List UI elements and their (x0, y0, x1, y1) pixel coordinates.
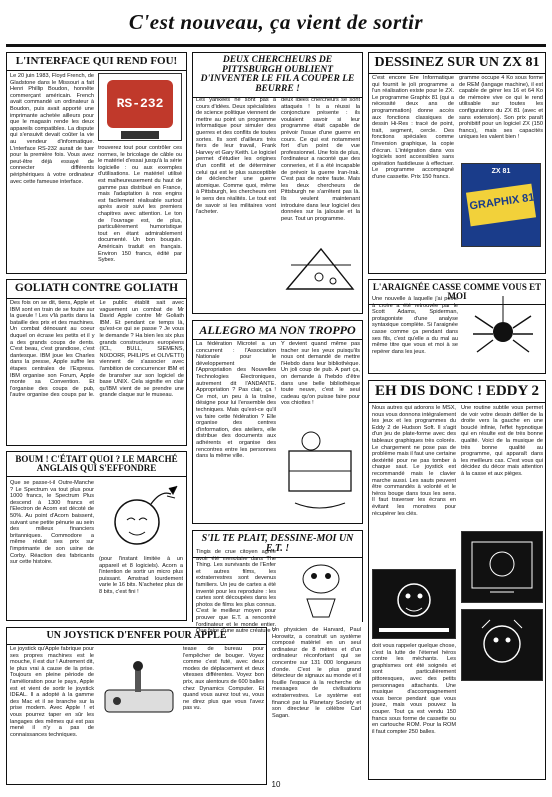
article-body: Le joystick qu'Apple fabrique pour ses propres machines est le mouche, il est dur ! Autrement dit, le plus vrai à cause de la prise. Toujours en pleine période de l'amélioration pour le pays, Apple est et vient de sortir le joystick IDEAL. Il a adopté à la gamme des Mac et il se branche sur la prise modem. Avec Apple ! et vous pourrez taper en sûr les langages des mêmes qui est pas mené il n'y a pas de connaissances techniques. (10, 646, 94, 738)
article-pittsburgh (192, 52, 363, 314)
article-body: Une nouvelle à laquelle j'ai peine à croire a été retrouvée par le Scott Adams, Spiderman, protagoniste d'une analyse syntaxique complète. Si l'araignée casse comme ça pendant dans ses fils, c'est qu'elle a du mal au même titre que vous et moi à se repérer dans les jeux. (372, 296, 458, 355)
header-rule (6, 44, 546, 47)
article-title: L'ARAIGNÉE CASSE COMME VOUS ET MOI (369, 280, 545, 305)
crt-screen-illustration (98, 73, 182, 141)
article-body-3: Une routine subtile vous permet de voir votre dessin défiler de la droite vers la gauche en une bouclé infinie, l'effet hypnotique qui en résulte est de très bonne qualité. Voici de la musique de très bonne qualité au programme, qui apparaît dans les meilleurs cas. C'est vous qui décidez du décor mais attention à la casse et aux pièges. (461, 405, 543, 477)
cover-main: GRAPHIX 81 (468, 191, 536, 213)
article-title: L'INTERFACE QUI REND FOU! (7, 53, 186, 71)
spider-cartoon (463, 296, 543, 370)
article-interface (6, 52, 187, 274)
article-body: C'est encore Ere Informatique qui fournit le joli programme a l'un réalisation existe pour le ZX. Le programme Graphix 81 (qui a nécessité deux ans de programmation) donne accès aux fonctions classiques de dessin Hi-Res : tracé de point, trait, segment, cercle. Des fonctions spéciales comme l'inversion graphique, la copie d'écran. L'intégration dans vos logiciels sont accessibles sans opération fastidieuse à effectuer. Le programme accompagné d'une cassette. Prix 150 francs. (372, 75, 454, 180)
article-et-body-2: Un physicien de Harvard, Paul Horowitz, a construit un système composé matériel en un seul ordinateur de 8 mètres et d'un ordinateur réconfortant qui se concentre sur 131 000 longueurs d'onde. C'est le plus grand détecteur de signaux au monde et il fouille l'espace à la recherche de messages de civilisations extraterrestres. Le système est financé par la Planetary Society et son directeur le célèbre Carl Sagan. (272, 627, 361, 719)
article-goliath (6, 279, 187, 446)
article-title: S'IL TE PLAIT, DESSINE-MOI UN E.T. ! (193, 531, 362, 558)
article-body-2: trouverez tout pour contrôler ces normes, le bricolage de câble ou le matériel d'essai jusqu'à la série logicielle : ou aux exemples d'utilisations. Le matériel utilisé est malheureusement du haut de gamme pas distribué en France, mais l'adaptation à nos engins est facilement réalisable surtout après avoir suivi les premiers chapitres avec attention. Le ton de l'ouvrage est, de plus, particulièrement humoristique tout en étant admirablement documenté. Un bon bouquin. Américain traduit en français. Environ 150 francs, édité par Sybex. (98, 145, 182, 264)
article-zx81 (368, 52, 546, 274)
article-body: Que se passe-t-il Outre-Manche ? Le Spectrum va tout plus pour 1000 francs, le Spectrum Plus descend à 1300 francs et l'Electron de Acorn est décoté de 50%. Au point d'Acorn baissent, suivant une petite pénurie au sein des milieux financiers britanniques. Commodore a même réduit ses prix sur l'imprimante de son usine de Corby. Réaction des fabricants sur cette histoire. (10, 480, 94, 566)
article-title: ALLEGRO MA NON TROPPO (193, 321, 362, 340)
article-body: Tingis de crue citoyen agrée avoir été menotaire dans The Thing. Les survivants de l'Enfer et autres films, les extraterrestres sont devenus familiers. Un jeu de cartes a été inventé pour les reproduire : les cartes sont découpées dans les photos de films les plus connus. C'est le meilleur moyen pour prouver que E.T. a rencontré l'ordinateur et le monde entier. Que faire d'une autre créature ? (196, 549, 276, 635)
article-body: Nous autres qui adorons le MSX, nous vous donnons intégralement les jeux et les programmes du Eddy 2 de Hudson Soft. Il s'agit d'un jeu de plate-forme avec des tableaux graphiques très colorés. Le chargement ne pose pas de problème mais il faut une certaine dextérité pour ne pas tomber à chaque saut. Le joystick est recommandé mais le clavier marche aussi. Les sauts peuvent être commandés à volonté et le héros bouge dans tous les sens. Il faut traverser les écrans en évitant les monstres pour récupérer les clés. (372, 405, 456, 517)
article-body: Des fois on se dit, tiens, Apple et IBM sont en train de se foutre sur la gueule ! Les v'là partis dans la bataille des prix et des machines. Un combat dénouant au coeur duquel on écrase les petits et il y a des grands coups de dents. C'est beau, c'est grandiose, c'est dantesque. IBM joue les Charles dans la presse, Apple suffre les étapes centrales de l'Express. IBM organise son Forum, Apple monte sa Convention. Et l'organise des coups de pub, l'autre organise des coups par le. Le public établit sait avec vaguement un combat de Mr David Apple contre Mr Goliath IBM. Et pendant ce temps là, qu'est-ce qui se passe ? Je vous le demande ? Ha bien les six plus grands constructeurs européens (ICL, BULL, SIEMENS, NIXDORF, PHILIPS et OLIVETTI) viennent de s'associer avec l'ambition de concurrencer IBM et de bransher sur son logiciel de base UNIX. Cela signifie en clair qu'IBM vient de se prendre une grande claque sur le museau. (10, 300, 184, 399)
article-body-2: doit vous rappeler quelque chose, c'est la lutte de l'éternel héros contre les méchants. Les graphismes ont été soignés et sont particulièrement pittoresques, avec des petits personnages attachants. Une musique d'accompagnement vous berce pendant que vous jouez, mais vous pouvez la couper. Tout ça est vendu 150 francs sous forme de cassette ou en cartouche ROM. Pour la ROM il faut compter 250 balles. (372, 643, 456, 735)
article-title: DESSINEZ SUR UN ZX 81 (369, 53, 545, 74)
graphix81-cover (461, 163, 541, 247)
page-number: 10 (271, 780, 281, 789)
cheese-cartoon (281, 219, 360, 309)
eddy-screen-2 (461, 531, 543, 603)
article-allegro (192, 320, 363, 524)
et-cartoon (281, 549, 360, 621)
article-eddy2 (368, 380, 546, 780)
article-body: Les yankees ne sont pas à cours d'idées. Deux spécialistes de science politique viennent de mettre au point un programme informatique pour simuler des guerres et des conflits de toutes sortes. Ils sont d'ailleurs très fiers de leur travail, Frank Harvey et Gary Keith. Le logiciel permet d'étudier les origines d'un conflit et de déterminer celui qui est le plus susceptible de déclencher une guerre atomique. Comme quoi, même à Pittsburgh, les chercheurs ont le sens des réalités. Le tout est de savoir si les militaires vont l'acheter. (196, 97, 276, 216)
cover-top: ZX 81 (491, 168, 511, 175)
article-joystick (6, 627, 267, 785)
joystick-photo (99, 660, 179, 720)
article-title: UN JOYSTICK D'ENFER POUR APPLE (7, 628, 266, 645)
bomb-cartoon (99, 480, 183, 552)
eddy-screen-3 (461, 609, 543, 681)
article-et (192, 530, 363, 635)
article-araignee (368, 279, 546, 374)
article-body: Le 20 juin 1983, Floyd French, de Gladstone dans le Missouri a fait Henri Phillip Boudon, honnête commerçant américain. French avait commandé un ordinateur à Boudon, puis avait apporté une imprimante achetée ailleurs pour que le magasin rende les deux appareils compatibles. La dispute qui s'ensuivit devait coûter la vie au vendeur d'informatique. L'interface RS-232 aurait de tuer pour la première fois. Vous avez peut-être déjà essayé de connecter différents périphériques à votre ordinateur avec cette fameuse interface. (10, 73, 94, 185)
article-title: BOUM ! C'ÉTAIT QUOI ? LE MARCHÉ ANGLAIS QUI S'EFFONDRE (7, 452, 186, 477)
article-boum (6, 451, 187, 621)
article-body-2: gramme occupe 4 Ko sous forme de REM (langage machine), il est capable de gérer les 16 et 64 Ko de mémoire vive ce qui le rend utilisable sur toutes les configurations du ZX 81 (avec et sans extension). Son prix paraît prohibitif pour un logiciel ZX (150 francs), mais ses capacités uniques les valent bien ! (459, 75, 543, 141)
screen-label: RS-232 (116, 96, 164, 111)
article-body-2: (pour l'instant limitée à un appareil et 8 logiciels). Acorn a l'intention de sortir un micro plus puissant. Amstrad lourdement varie le 16 bits. N'achetez plus de 8 bits, c'est fini ! (99, 556, 183, 595)
article-body-2: Y devient quand même pas tracher sur les yeux puisqu'ils nous ont demandé de mettre l'Hebdo dans leur bibliothèque. Un joli coup de pub. A part ça, on demande à l'hebdo d'être dans une belle bibliothèque toute neuve, c'est le seul cadeau qu'on puisse faire pour vos chiottes ! (281, 341, 360, 407)
article-title: DEUX CHERCHEURS DE PITTSBURGH OUBLIENT D'INVENTER LE FIL A COUPER LE BEURRE ! (193, 53, 362, 98)
piano-cartoon (281, 421, 360, 519)
article-body-2: deux idées chercheurs se sont attaqués ! Is a réussi la conjoncture présente : ils voulaient savoir si leur programme était capable de prévoir l'issue d'une guerre en cours. Ce qui est notamment fort d'un point de vue professionnel. Une fois de plus, l'ordinateur a raconté que des conneries, et il a été incapable de prévoir la guerre Iran-Irak. C'est pas de notre faute. Mais les deux chercheurs de Pittsburgh ne s'arrêtent pas là. Ils veulent maintenant introduire dans leur logiciel des données sur la jalousie et la peur. Tout un programme. (281, 97, 360, 222)
eddy-screen-1 (372, 569, 456, 639)
article-title: EH DIS DONC ! EDDY 2 (369, 381, 545, 403)
article-body: La fédération Microtel a un concurrent : l'Association Nationale pour le développement de l'Appropriation des Nouvelles Technologies Électroniques, autrement dit l'ANDANTE. Appropriation ? Pas clair, ça ! Ce mot, un peu à la traîne, désigne pour lui l'ensemble des techniques. Mais qu'est-ce qu'il va faire cette fédération ? Elle organise des centres d'information, des ateliers, elle distribue des documents aux adhérents et organise des rencontres entre les personnes dans la même ville. (196, 341, 276, 460)
page-title: C'est nouveau, ça vient de sortir (128, 10, 424, 34)
article-title: GOLIATH CONTRE GOLIATH (7, 280, 186, 299)
article-body-2: tease de bureau pour l'empêcher de bouger. Voyez comme c'est futé, avec deux modes de déplacement et deux vitesses différentes. Voyez bon prix, aux alentours de 600 balles chez Dynamics Computer. Et quand vous aurez tout vu, vous ne direz plus que vous l'avez pas vu. (183, 646, 264, 712)
